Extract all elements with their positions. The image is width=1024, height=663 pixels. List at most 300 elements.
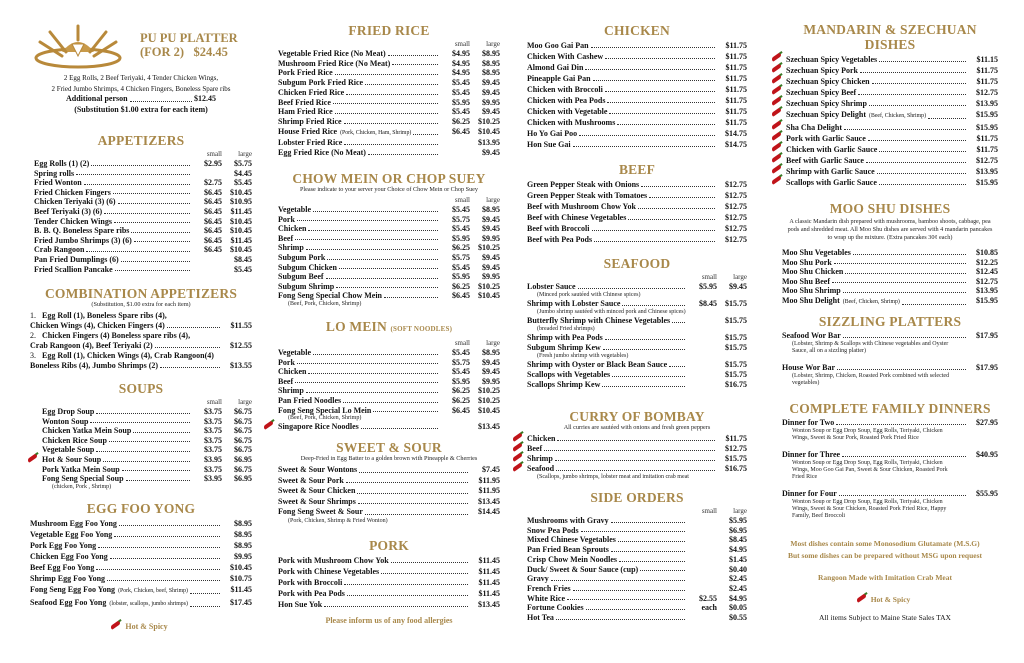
section-sweetsour: [278, 440, 500, 525]
menu-item-row: [527, 370, 747, 380]
item-name: Sweet & Sour Pork: [278, 475, 344, 485]
item-name: Hon Sue Yok: [278, 600, 323, 609]
menu-item-row: [786, 87, 998, 98]
small-price: $2.95: [204, 159, 222, 168]
dot-leader: [121, 261, 190, 262]
price: $11.75: [725, 85, 747, 94]
menu-item-row: [278, 253, 500, 263]
price-size-header: [278, 339, 500, 348]
menu-item-row: [786, 54, 998, 65]
section-items: [30, 150, 252, 274]
price: $11.45: [230, 585, 252, 594]
dot-leader: [556, 470, 715, 471]
menu-item-row: [42, 474, 252, 484]
section-title: [527, 490, 747, 505]
dot-leader: [579, 135, 715, 136]
small-price: $5.95: [452, 97, 470, 107]
menu-item: [278, 253, 500, 263]
menu-item: [42, 426, 252, 436]
large-label: large: [733, 507, 747, 515]
menu-item: [278, 224, 500, 234]
section-title: [30, 501, 252, 516]
menu-item-row: [30, 551, 252, 562]
item-description: Wonton Soup or Egg Drop Soup, Egg Rolls, Teriyaki, Chicken Wings, Sweet & Sour Chicken, Roasted Pork Fried Rice, Happy Family, Beef Broccoli: [792, 499, 947, 519]
price: $13.95: [976, 99, 998, 108]
item-name: Subgum Shrimp: [278, 281, 335, 291]
dot-leader: [333, 103, 438, 104]
small-price: $6.45: [452, 405, 470, 415]
menu-column-1: [30, 0, 252, 663]
price: $11.75: [976, 134, 998, 143]
dot-leader: [308, 230, 438, 231]
section-pork: [278, 538, 500, 610]
item-name: Shrimp with Garlic Sauce: [786, 167, 875, 176]
price: $0.05: [729, 603, 747, 613]
price: $6.75: [234, 416, 252, 426]
small-price: $5.45: [452, 367, 470, 377]
section-title-text: APPETIZERS: [97, 133, 185, 148]
section-items: [278, 196, 500, 308]
menu-item: [786, 87, 998, 98]
item-description: (breaded Fried shrimps): [537, 326, 595, 332]
menu-item: [527, 535, 747, 545]
item-name: Dinner for Four: [782, 489, 837, 498]
dot-leader: [544, 450, 715, 451]
pupu-platter-logo-icon: [32, 22, 124, 70]
price: $11.45: [230, 206, 252, 216]
section-items: [782, 418, 998, 520]
menu-item: [782, 489, 998, 520]
dot-leader: [118, 203, 190, 204]
menu-item-row: [278, 555, 500, 566]
price: $10.75: [230, 574, 252, 583]
menu-item-row: [30, 518, 252, 529]
item-name: Moo Shu Beef: [782, 276, 830, 286]
menu-item-row: [527, 555, 747, 565]
menu-item-row: [34, 159, 252, 169]
menu-item: [527, 190, 747, 201]
dot-leader: [133, 432, 190, 433]
item-name: Subgum Shrimp Kew: [527, 343, 601, 352]
menu-item-row: [278, 234, 500, 244]
dot-leader: [609, 113, 715, 114]
item-name: Fried Scallion Pancake: [34, 264, 113, 274]
dot-leader: [843, 337, 966, 338]
dot-leader: [122, 470, 190, 471]
menu-item-row: [527, 234, 747, 245]
menu-item: [278, 243, 500, 253]
pepper-icon: [771, 74, 782, 84]
small-price: $5.95: [452, 376, 470, 386]
small-price: $6.45: [204, 216, 222, 226]
menu-item-line: [30, 351, 252, 361]
dot-leader: [611, 551, 685, 552]
dot-leader: [603, 349, 685, 350]
price-size-header: [34, 150, 252, 159]
item-name: Vegetable Egg Foo Yong: [30, 530, 113, 539]
large-label: large: [486, 40, 500, 48]
item-name-line1: Egg Roll (1), Boneless Spare ribs (4),: [42, 311, 167, 320]
menu-item-row: [782, 258, 998, 268]
small-price: $3.75: [204, 407, 222, 416]
menu-item-row: [278, 127, 500, 139]
small-price: $5.75: [452, 214, 470, 224]
dot-leader: [628, 219, 715, 220]
menu-item-row: [42, 445, 252, 455]
menu-item: [34, 236, 252, 246]
item-name: Szechuan Spicy Pork: [786, 66, 859, 75]
section-combination: [30, 286, 252, 371]
menu-item: [34, 188, 252, 198]
item-name: Fried Jumbo Shrimps (3) (6): [34, 235, 132, 245]
menu-item-row: [278, 272, 500, 282]
small-price: each: [701, 603, 717, 613]
price: $11.45: [478, 556, 500, 565]
item-name: Hon Sue Gai: [527, 140, 571, 149]
menu-item-row: [527, 106, 747, 117]
price-size-header: [42, 398, 252, 407]
price: $8.95: [234, 530, 252, 539]
menu-item: [786, 109, 998, 122]
menu-item-row: [786, 122, 998, 133]
item-number: 1.: [30, 311, 36, 320]
item-name: Seafood Egg Foo Yong: [30, 598, 107, 607]
price: $11.95: [478, 486, 500, 495]
menu-item: [34, 197, 252, 207]
dot-leader: [381, 573, 468, 574]
dot-leader: [586, 609, 685, 610]
item-name: Beef Teriyaki (3) (6): [34, 206, 103, 216]
price: $7.45: [482, 465, 500, 474]
menu-item-row: [786, 155, 998, 166]
price: $11.45: [230, 235, 252, 245]
item-name: Chicken Teriyaki (3) (6): [34, 197, 116, 207]
menu-item-row: [278, 497, 500, 508]
dot-leader: [103, 461, 190, 462]
section-sideorders: [527, 490, 747, 623]
price: $11.75: [725, 41, 747, 50]
menu-item-row: [782, 418, 998, 428]
menu-item-row: [30, 341, 252, 351]
section-items: [278, 40, 500, 158]
section-title: [30, 133, 252, 148]
menu-item-row: [527, 190, 747, 201]
hot-spicy-legend: Hot & Spicy: [30, 622, 252, 631]
item-name: Scallops with Vegetables: [527, 370, 611, 379]
section-title: [527, 409, 747, 424]
menu-item: [278, 566, 500, 577]
item-name: Beef with Chinese Vegetables: [527, 213, 627, 222]
dot-leader: [86, 251, 190, 252]
small-price: $6.45: [204, 235, 222, 245]
menu-item: [278, 117, 500, 127]
pepper-icon: [771, 96, 782, 106]
menu-item-row: [278, 396, 500, 406]
item-name: Sweet & Sour Chicken: [278, 486, 356, 495]
menu-column-2: [278, 0, 500, 663]
menu-item: [527, 95, 747, 106]
menu-item-row: [34, 207, 252, 217]
menu-item-row: [527, 316, 747, 326]
section-title-text: SIDE ORDERS: [590, 490, 684, 505]
small-price: $5.45: [452, 87, 470, 97]
menu-item-row: [527, 360, 747, 370]
menu-item: [527, 51, 747, 62]
menu-item: [786, 166, 998, 177]
item-name: Spring rolls: [34, 168, 75, 178]
item-name: Shrimp Egg Foo Yong: [30, 574, 106, 583]
price: $11.75: [976, 66, 998, 75]
item-name: Chicken Yatka Mein Soup: [42, 426, 132, 436]
item-name: Shrimp: [278, 386, 304, 396]
menu-item-line: [30, 311, 252, 321]
menu-item: [278, 78, 500, 88]
price: $6.75: [234, 445, 252, 455]
menu-item-row: [278, 566, 500, 577]
menu-item: [278, 127, 500, 139]
pepper-icon: [856, 593, 867, 603]
item-name: Moo Shu Chicken: [782, 267, 844, 277]
price: $13.95: [976, 286, 998, 296]
section-title-text: MANDARIN & SZECHUAN DISHES: [803, 22, 977, 52]
menu-item-row: [527, 117, 747, 128]
item-description: (chicken, Pork , Shrimp): [52, 483, 112, 490]
menu-item: [30, 597, 252, 610]
price: $2.45: [729, 583, 747, 593]
item-name: Pan Fried Bean Sprouts: [527, 545, 609, 555]
item-name: Subgum Beef: [278, 272, 324, 282]
small-price: $4.95: [452, 68, 470, 78]
price: $6.95: [234, 454, 252, 464]
price-size-header: [527, 507, 747, 516]
price-size-header: [278, 196, 500, 205]
price: $13.95: [976, 167, 998, 176]
menu-item-row: [786, 177, 998, 188]
menu-item-row: [42, 417, 252, 427]
section-title-text: CURRY OF BOMBAY: [569, 409, 705, 424]
menu-item-row: [527, 62, 747, 73]
menu-item: [30, 331, 252, 351]
menu-item-row: [786, 144, 998, 155]
price: $5.45: [234, 264, 252, 274]
menu-item: [278, 59, 500, 69]
dot-leader: [879, 184, 966, 185]
price: $10.25: [478, 386, 500, 396]
small-price: $8.45: [699, 299, 717, 308]
menu-item-row: [278, 507, 500, 518]
item-name: Fried Chicken Fingers: [34, 187, 111, 197]
menu-item: [278, 98, 500, 108]
price: $17.95: [976, 331, 998, 340]
menu-item-row: [782, 286, 998, 296]
dot-leader: [619, 561, 685, 562]
dot-leader: [392, 64, 438, 65]
item-name: Snow Pea Pods: [527, 525, 579, 535]
item-name: Hot & Sour Soup: [42, 454, 102, 464]
menu-item-row: [30, 361, 252, 371]
item-name: Pork with Chinese Vegetables: [278, 567, 380, 576]
pepper-icon: [771, 175, 782, 185]
item-name: Almond Gai Din: [527, 63, 584, 72]
menu-item-row: [527, 434, 747, 444]
dot-leader: [669, 366, 685, 367]
price: $14.75: [725, 129, 747, 138]
section-title: [782, 314, 998, 329]
item-name: Shrimp: [527, 454, 553, 463]
dot-leader: [131, 232, 190, 233]
pepper-icon: [771, 131, 782, 141]
menu-item: [527, 555, 747, 565]
dot-leader: [306, 392, 438, 393]
small-price: $6.45: [204, 206, 222, 216]
item-name: Beef with Broccoli: [527, 224, 590, 233]
section-title: [278, 171, 500, 186]
dot-leader: [365, 514, 468, 515]
item-name: Beef with Mushroom Chow Yok: [527, 202, 636, 211]
small-label: small: [454, 40, 470, 48]
item-name: Tender Chicken Wings: [34, 216, 112, 226]
menu-item: [278, 348, 500, 358]
menu-item: [782, 450, 998, 481]
price: $10.45: [230, 226, 252, 236]
price: $11.55: [230, 321, 252, 330]
dot-leader: [844, 129, 966, 130]
menu-item: [527, 179, 747, 190]
menu-item-row: [30, 321, 252, 331]
item-name: Sweet & Sour Shrimps: [278, 496, 356, 506]
menu-item: [42, 455, 252, 465]
menu-item: [34, 217, 252, 227]
menu-item: [34, 226, 252, 236]
menu-item: [278, 215, 500, 225]
menu-item-row: [278, 282, 500, 292]
price: $8.95: [482, 348, 500, 357]
section-title-text: COMBINATION APPETIZERS: [44, 286, 238, 301]
dot-leader: [556, 619, 685, 620]
menu-item-row: [527, 84, 747, 95]
menu-item: [30, 573, 252, 584]
price: $10.25: [478, 281, 500, 291]
small-price: $6.45: [452, 291, 470, 301]
dot-leader: [295, 382, 438, 383]
section-title: [278, 23, 500, 38]
menu-item: [34, 178, 252, 188]
item-name: Szechuan Spicy Chicken: [786, 77, 870, 86]
dot-leader: [593, 80, 715, 81]
item-name: House Fried Rice: [278, 126, 338, 136]
price: $0.40: [729, 564, 747, 574]
section-items: [30, 311, 252, 371]
menu-item-row: [527, 565, 747, 575]
section-subtitle: Please indicate to your server your Choice of Chow Mein or Chop Suey: [299, 186, 479, 193]
small-price: $6.25: [452, 116, 470, 126]
menu-item: [786, 133, 998, 144]
dot-leader: [84, 184, 190, 185]
price: $6.95: [234, 474, 252, 484]
price: $6.75: [234, 426, 252, 436]
price: $15.75: [725, 343, 747, 352]
price: $13.55: [230, 361, 252, 370]
section-title: [527, 23, 747, 38]
menu-item: [278, 49, 500, 59]
small-price: $6.45: [204, 187, 222, 197]
price: $15.95: [976, 178, 998, 187]
menu-item: [42, 436, 252, 446]
small-price: $3.75: [204, 464, 222, 474]
price: $14.45: [478, 507, 500, 516]
menu-item: [278, 68, 500, 78]
price: $12.75: [725, 235, 747, 244]
dot-leader: [110, 558, 220, 559]
menu-item: [30, 518, 252, 529]
menu-item-row: [278, 486, 500, 497]
dot-leader: [879, 61, 966, 62]
small-price: $3.75: [204, 426, 222, 436]
item-name: Fried Wonton: [34, 178, 82, 188]
item-name: Subgum Chicken: [278, 262, 337, 272]
menu-item: [782, 286, 998, 296]
price: $12.25: [976, 257, 998, 267]
price-size-header: [527, 273, 747, 282]
menu-item-row: [527, 95, 747, 106]
item-name: Chicken Rice Soup: [42, 435, 107, 445]
dot-leader: [555, 460, 715, 461]
price: $12.75: [976, 156, 998, 165]
dot-leader: [902, 304, 966, 305]
menu-item-row: [786, 109, 998, 122]
item-name: Vegetable Soup: [42, 445, 95, 455]
price: $11.45: [478, 567, 500, 576]
item-name: Chicken Wings (4), Chicken Fingers (4): [30, 321, 165, 330]
item-description: (Scallops, jumbo shrimps, lobster meat and imitation crab meat: [537, 474, 689, 480]
price: $9.95: [482, 233, 500, 243]
item-name: Chicken with Pea Pods: [527, 96, 606, 105]
item-note: (lobster, scallops, jumbo shrimps): [109, 601, 188, 607]
small-price: $6.25: [452, 243, 470, 253]
dot-leader: [113, 193, 190, 194]
small-label: small: [701, 273, 717, 281]
menu-item: [30, 311, 252, 331]
section-title-text: CHOW MEIN OR CHOP SUEY: [292, 171, 486, 186]
menu-item: [527, 106, 747, 117]
menu-item-row: [278, 348, 500, 358]
item-name: Beef Fried Rice: [278, 97, 331, 107]
price: $14.75: [725, 140, 747, 149]
menu-item: [786, 144, 998, 155]
menu-item: [278, 386, 500, 396]
dot-leader: [592, 230, 715, 231]
dot-leader: [868, 140, 966, 141]
item-name: Sha Cha Delight: [786, 123, 843, 132]
menu-item-row: [527, 603, 747, 613]
item-name: Chicken With Cashew: [527, 52, 604, 61]
msg-notice: Most dishes contain some Monosodium Glutamate (M.S.G) But some dishes can be prepared without MSG upon request Rangoon Made with Imitation Crab Meat Hot & Spicy All items Subject to Maine State Sales TAX: [788, 539, 982, 622]
dot-leader: [612, 376, 685, 377]
dot-leader: [297, 363, 438, 364]
menu-item: [278, 599, 500, 610]
price: $11.75: [725, 96, 747, 105]
menu-item-row: [527, 526, 747, 536]
price: $5.45: [234, 178, 252, 188]
dot-leader: [160, 367, 220, 368]
small-price: $5.75: [452, 252, 470, 262]
dot-leader: [373, 411, 438, 412]
dot-leader: [343, 402, 438, 403]
item-name: Shrimp with Lobster Sauce: [527, 299, 621, 308]
price: $27.95: [976, 418, 998, 427]
item-name: Crab Rangoon (4), Beef Teriyaki (2): [30, 341, 153, 350]
item-name: Mushrooms with Gravy: [527, 516, 609, 525]
